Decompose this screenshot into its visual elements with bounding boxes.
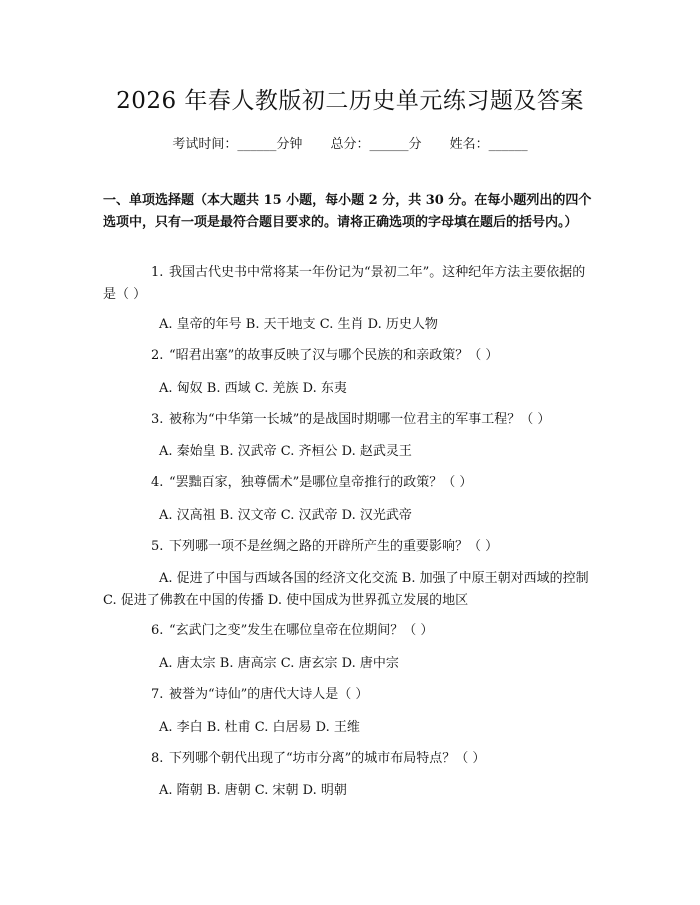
question-text: 被誉为“诗仙”的唐代大诗人是（ ） [169, 687, 369, 702]
question-number: 5. [151, 539, 164, 554]
question-options: A. 李白 B. 杜甫 C. 白居易 D. 王维 [159, 720, 360, 735]
question-text: 我国古代史书中常将某一年份记为“景初二年”。这种纪年方法主要依据的是（ ） [103, 265, 586, 302]
question-number: 3. [151, 412, 164, 427]
question-options: A. 促进了中国与西域各国的经济文化交流 B. 加强了中原王朝对西域的控制 C. 促进了佛教在中国的传播 D. 使中国成为世界孤立发展的地区 [103, 571, 589, 608]
question-4 [103, 472, 598, 494]
question-number: 6. [151, 623, 164, 638]
question-text: 下列哪一项不是丝绸之路的开辟所产生的重要影响？（ ） [169, 539, 499, 554]
question-text: “罢黜百家，独尊儒术”是哪位皇帝推行的政策？（ ） [169, 475, 473, 490]
question-options: A. 秦始皇 B. 汉武帝 C. 齐桓公 D. 赵武灵王 [159, 444, 412, 459]
page-title: 2026 年春人教版初二历史单元练习题及答案 [116, 88, 584, 114]
question-text: “昭君出塞”的故事反映了汉与哪个民族的和亲政策？（ ） [169, 348, 499, 363]
student-name: 姓名：______ [449, 137, 528, 152]
question-options: A. 皇帝的年号 B. 天干地支 C. 生肖 D. 历史人物 [159, 317, 438, 332]
question-6 [103, 620, 598, 642]
section-heading: 一、单项选择题（本大题共 15 小题，每小题 2 分，共 30 分。在每小题列出的四个选项中，只有一项是最符合题目要求的。请将正确选项的字母填在题后的括号内。） [103, 193, 592, 230]
question-8 [103, 748, 598, 770]
question-number: 7. [151, 687, 164, 702]
options-7 [103, 717, 598, 739]
question-7 [103, 684, 598, 706]
question-2 [103, 345, 598, 367]
exam-score: 总分：______分 [330, 137, 422, 152]
question-options: A. 隋朝 B. 唐朝 C. 宋朝 D. 明朝 [159, 783, 347, 798]
options-5 [103, 568, 598, 612]
options-6 [103, 653, 598, 675]
question-options: A. 匈奴 B. 西域 C. 羌族 D. 东夷 [159, 381, 347, 396]
question-number: 2. [151, 348, 164, 363]
question-number: 8. [151, 751, 164, 766]
options-2 [103, 378, 598, 400]
exam-meta [0, 133, 700, 152]
options-8 [103, 780, 598, 802]
question-text: 被称为“中华第一长城”的是战国时期哪一位君主的军事工程？（ ） [169, 412, 551, 427]
options-1 [103, 314, 598, 336]
question-3 [103, 409, 598, 431]
options-4 [103, 505, 598, 527]
question-text: 下列哪个朝代出现了“坊市分离”的城市布局特点？（ ） [169, 751, 486, 766]
question-1 [103, 262, 598, 306]
question-options: A. 汉高祖 B. 汉文帝 C. 汉武帝 D. 汉光武帝 [159, 508, 412, 523]
question-5 [103, 536, 598, 558]
question-options: A. 唐太宗 B. 唐高宗 C. 唐玄宗 D. 唐中宗 [159, 656, 399, 671]
question-text: “玄武门之变”发生在哪位皇帝在位期间？（ ） [169, 623, 434, 638]
question-number: 1. [151, 265, 164, 280]
question-number: 4. [151, 475, 164, 490]
options-3 [103, 441, 598, 463]
exam-time: 考试时间：______分钟 [172, 137, 303, 152]
